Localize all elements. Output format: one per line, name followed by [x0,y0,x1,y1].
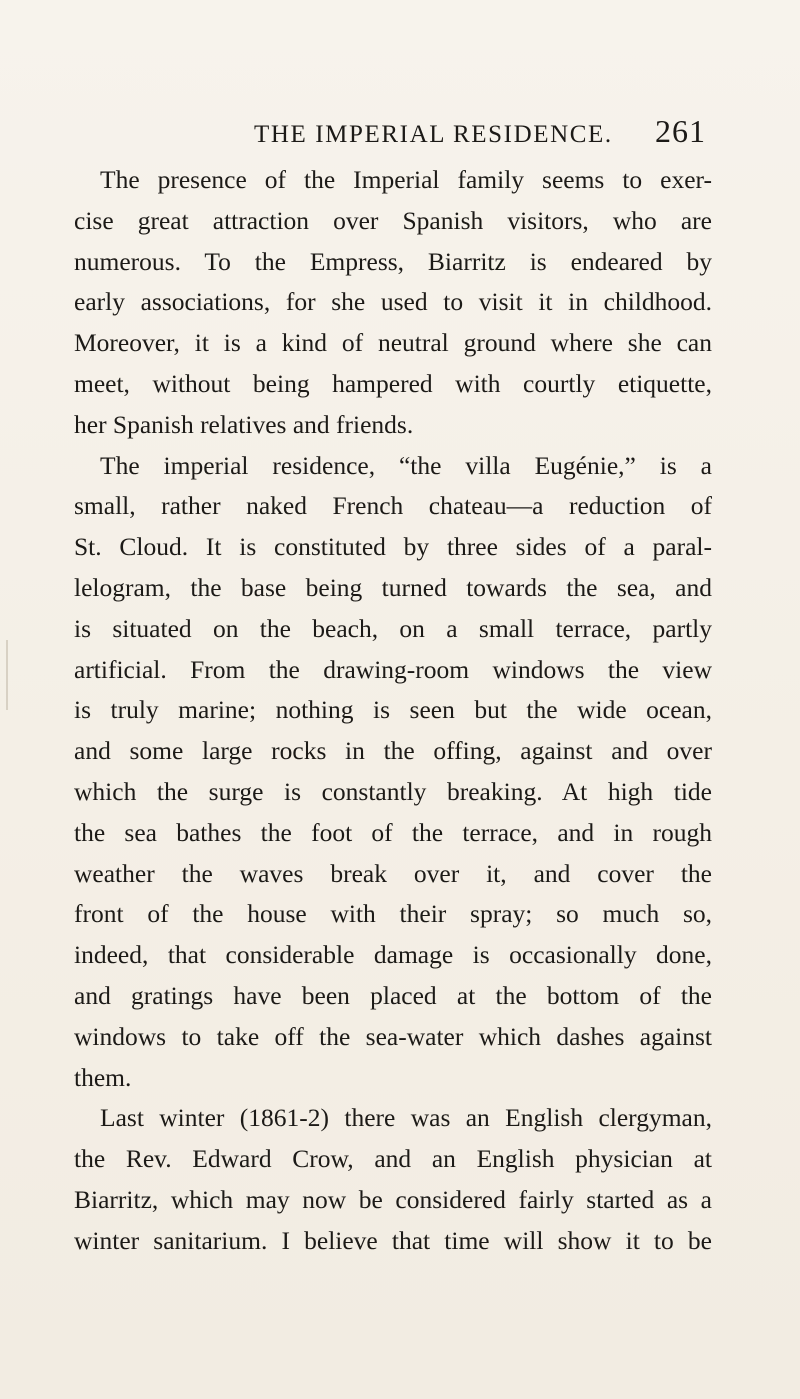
text-line: small, rather naked French chateau—a reduction of [74,491,712,521]
text-line: meet, without being hampered with courtly etiquette, [74,368,712,398]
text-line: her Spanish relatives and friends. [74,409,414,439]
text-line: front of the house with their spray; so much so, [74,899,712,929]
page-number: 261 [655,113,706,149]
text-line: weather the waves break over it, and cover the [74,858,712,888]
text-line: winter sanitarium. I believe that time will show it to be [74,1225,712,1255]
text-line: and gratings have been placed at the bottom of the [74,980,712,1010]
text-line: which the surge is constantly breaking. At high tide [74,776,712,806]
text-line: is situated on the beach, on a small terrace, partly [74,613,712,643]
text-line: indeed, that considerable damage is occasionally done, [74,940,712,970]
running-head [254,113,706,152]
text-line: St. Cloud. It is constituted by three sides of a paral- [74,532,712,562]
text-line: is truly marine; nothing is seen but the wide ocean, [74,695,712,725]
text-line: and some large rocks in the offing, against and over [74,736,712,766]
margin-mark [6,640,8,710]
text-line: lelogram, the base being turned towards the sea, and [74,572,712,602]
text-line: early associations, for she used to visit it in childhood. [74,287,712,317]
text-line: The presence of the Imperial family seems to exer- [100,165,712,194]
text-line: the sea bathes the foot of the terrace, and in rough [74,817,712,847]
text-line: the Rev. Edward Crow, and an English physician at [74,1144,712,1174]
text-line: Biarritz, which may now be considered fairly started as a [74,1184,712,1214]
text-line: numerous. To the Empress, Biarritz is endeared by [74,246,712,276]
text-line: Last winter (1861-2) there was an English clergyman, [100,1103,712,1133]
running-title: THE IMPERIAL RESIDENCE. [254,121,613,148]
body-text [74,160,712,1262]
text-line: them. [74,1062,132,1092]
text-line: artificial. From the drawing-room windows the view [74,654,712,684]
text-line: Moreover, it is a kind of neutral ground where she can [74,328,712,358]
text-line: The imperial residence, “the villa Eugénie,” is a [100,450,712,480]
text-line: cise great attraction over Spanish visitors, who are [74,205,712,235]
text-line: windows to take off the sea-water which dashes against [74,1021,712,1051]
